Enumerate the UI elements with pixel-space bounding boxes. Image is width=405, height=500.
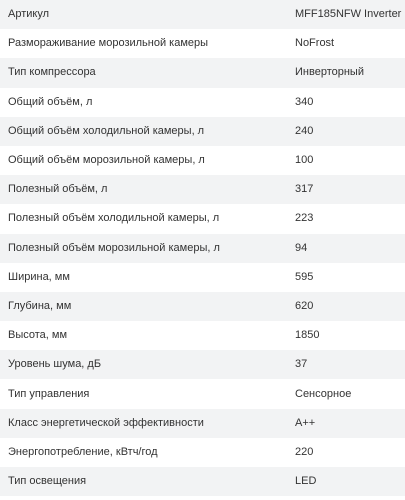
spec-row-total-volume xyxy=(0,88,405,117)
spec-label: Глубина, мм xyxy=(8,300,72,312)
spec-label: Тип управления xyxy=(8,388,90,400)
spec-row-noise xyxy=(0,350,405,379)
spec-row-total-freezer-volume xyxy=(0,146,405,175)
spec-row-height xyxy=(0,321,405,350)
spec-label: Полезный объём морозильной камеры, л xyxy=(8,242,220,254)
spec-value: 100 xyxy=(295,155,314,167)
spec-value: 317 xyxy=(295,184,314,196)
spec-value: Инверторный xyxy=(295,67,364,79)
spec-label: Размораживание морозильной камеры xyxy=(8,38,209,50)
spec-label: Класс энергетической эффективности xyxy=(8,417,204,429)
spec-row-energy-class xyxy=(0,409,405,438)
spec-value: 223 xyxy=(295,213,314,225)
spec-label: Общий объём морозильной камеры, л xyxy=(8,155,205,167)
spec-label: Энергопотребление, кВтч/год xyxy=(8,446,158,458)
spec-label: Высота, мм xyxy=(8,330,68,342)
spec-value: 37 xyxy=(295,359,308,371)
spec-row-usable-fridge-volume xyxy=(0,204,405,233)
spec-value: MFF185NFW Inverter xyxy=(295,9,402,21)
spec-value: 240 xyxy=(295,125,314,137)
spec-row-article xyxy=(0,0,405,29)
spec-row-width xyxy=(0,263,405,292)
spec-row-total-fridge-volume xyxy=(0,117,405,146)
spec-value: 595 xyxy=(295,271,314,283)
spec-row-usable-freezer-volume xyxy=(0,234,405,263)
spec-label: Полезный объём, л xyxy=(8,184,108,196)
spec-value: 340 xyxy=(295,96,314,108)
spec-row-compressor xyxy=(0,58,405,87)
spec-value: NoFrost xyxy=(295,38,335,50)
spec-label: Общий объём холодильной камеры, л xyxy=(8,125,205,137)
spec-value: A++ xyxy=(295,417,316,429)
spec-label: Общий объём, л xyxy=(8,96,93,108)
spec-value: 94 xyxy=(295,242,308,254)
spec-value: 620 xyxy=(295,300,314,312)
spec-label: Тип компрессора xyxy=(8,67,96,79)
spec-value: Сенсорное xyxy=(295,388,352,400)
spec-row-defrost xyxy=(0,29,405,58)
spec-label: Тип освещения xyxy=(8,476,87,488)
spec-row-lighting xyxy=(0,467,405,496)
spec-row-depth xyxy=(0,292,405,321)
spec-label: Артикул xyxy=(8,9,50,21)
spec-row-control xyxy=(0,379,405,408)
spec-value: 220 xyxy=(295,446,314,458)
spec-value: LED xyxy=(295,476,317,488)
spec-label: Полезный объём холодильной камеры, л xyxy=(8,213,220,225)
spec-label: Ширина, мм xyxy=(8,271,70,283)
spec-row-energy-consumption xyxy=(0,438,405,467)
spec-row-usable-volume xyxy=(0,175,405,204)
spec-label: Уровень шума, дБ xyxy=(8,359,102,371)
spec-value: 1850 xyxy=(295,330,320,342)
